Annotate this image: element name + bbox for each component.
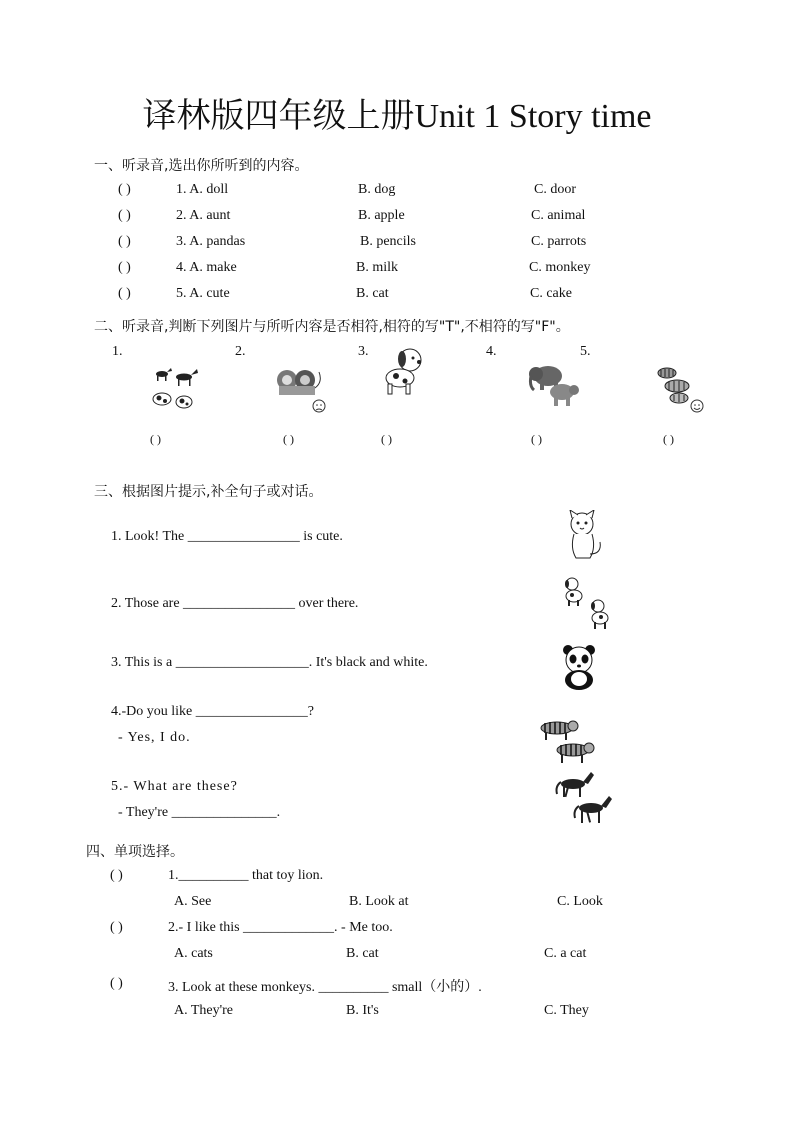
option-a: 4. A. make [176, 260, 237, 275]
fill-in-question-1[interactable]: 1. Look! The ________________ is cute. [111, 529, 343, 544]
option-c: C. parrots [531, 234, 587, 249]
fill-in-question-3[interactable]: 3. This is a ___________________. It's black and white. [111, 655, 428, 670]
horses-picture [553, 770, 615, 828]
dog-picture [380, 346, 428, 396]
answer-blank[interactable]: ( ) [118, 182, 131, 197]
option-b: B. cat [346, 946, 379, 961]
option-c: C. door [534, 182, 576, 197]
option-c: C. a cat [544, 946, 587, 961]
fill-in-question-2[interactable]: 2. Those are ________________ over there. [111, 596, 359, 611]
answer-blank[interactable]: ( ) [110, 868, 123, 883]
page-title: 译林版四年级上册Unit 1 Story time [142, 98, 652, 135]
horses-cows-picture [150, 366, 200, 414]
option-c: C. animal [531, 208, 586, 223]
dogs-picture [560, 576, 614, 632]
option-c: C. They [544, 1003, 589, 1018]
answer-blank[interactable]: ( ) [150, 432, 161, 446]
option-b: B. milk [356, 260, 399, 275]
option-b: B. pencils [360, 234, 416, 249]
answer-line: - Yes, I do. [118, 730, 191, 745]
answer-blank[interactable]: ( ) [118, 208, 131, 223]
answer-line[interactable]: - They're _______________. [118, 805, 281, 820]
option-b: B. dog [358, 182, 396, 197]
question-stem: 3. Look at these monkeys. __________ small（小的）. [168, 980, 482, 995]
option-a: A. cats [174, 946, 213, 961]
answer-blank[interactable]: ( ) [531, 432, 542, 446]
option-b: B. cat [356, 286, 389, 301]
fill-in-question-5: 5.- What are these? [111, 779, 238, 794]
option-b: B. Look at [349, 894, 409, 909]
answer-blank[interactable]: ( ) [381, 432, 392, 446]
option-a: 1. A. doll [176, 182, 229, 197]
picture-number: 1. [112, 344, 123, 359]
option-c: C. Look [557, 894, 603, 909]
answer-blank[interactable]: ( ) [118, 260, 131, 275]
section4-heading: 四、单项选择。 [86, 844, 184, 860]
section1-heading: 一、听录音,选出你所听到的内容。 [94, 158, 309, 174]
answer-blank[interactable]: ( ) [110, 976, 123, 991]
lions-picture [275, 366, 327, 414]
option-a: 2. A. aunt [176, 208, 231, 223]
answer-blank[interactable]: ( ) [663, 432, 674, 446]
tigers-picture [655, 366, 705, 414]
section3-heading: 三、根据图片提示,补全句子或对话。 [94, 484, 323, 500]
fill-in-question-4[interactable]: 4.-Do you like ________________? [111, 704, 314, 719]
option-c: C. monkey [529, 260, 591, 275]
option-b: B. It's [346, 1003, 379, 1018]
elephants-picture [528, 360, 580, 410]
tigers-picture [537, 718, 599, 768]
panda-picture [560, 644, 600, 692]
cat-picture [560, 510, 606, 562]
option-a: 3. A. pandas [176, 234, 246, 249]
option-c: C. cake [530, 286, 572, 301]
question-stem: 2.- I like this _____________. - Me too. [168, 920, 393, 935]
option-b: B. apple [358, 208, 405, 223]
picture-number: 3. [358, 344, 369, 359]
answer-blank[interactable]: ( ) [118, 286, 131, 301]
option-a: 5. A. cute [176, 286, 230, 301]
picture-number: 2. [235, 344, 246, 359]
option-a: A. See [174, 894, 212, 909]
question-stem: 1.__________ that toy lion. [168, 868, 324, 883]
option-a: A. They're [174, 1003, 234, 1018]
answer-blank[interactable]: ( ) [110, 920, 123, 935]
section2-heading: 二、听录音,判断下列图片与所听内容是否相符,相符的写"T",不相符的写"F"。 [94, 319, 570, 335]
answer-blank[interactable]: ( ) [118, 234, 131, 249]
picture-number: 5. [580, 344, 591, 359]
answer-blank[interactable]: ( ) [283, 432, 294, 446]
picture-number: 4. [486, 344, 497, 359]
